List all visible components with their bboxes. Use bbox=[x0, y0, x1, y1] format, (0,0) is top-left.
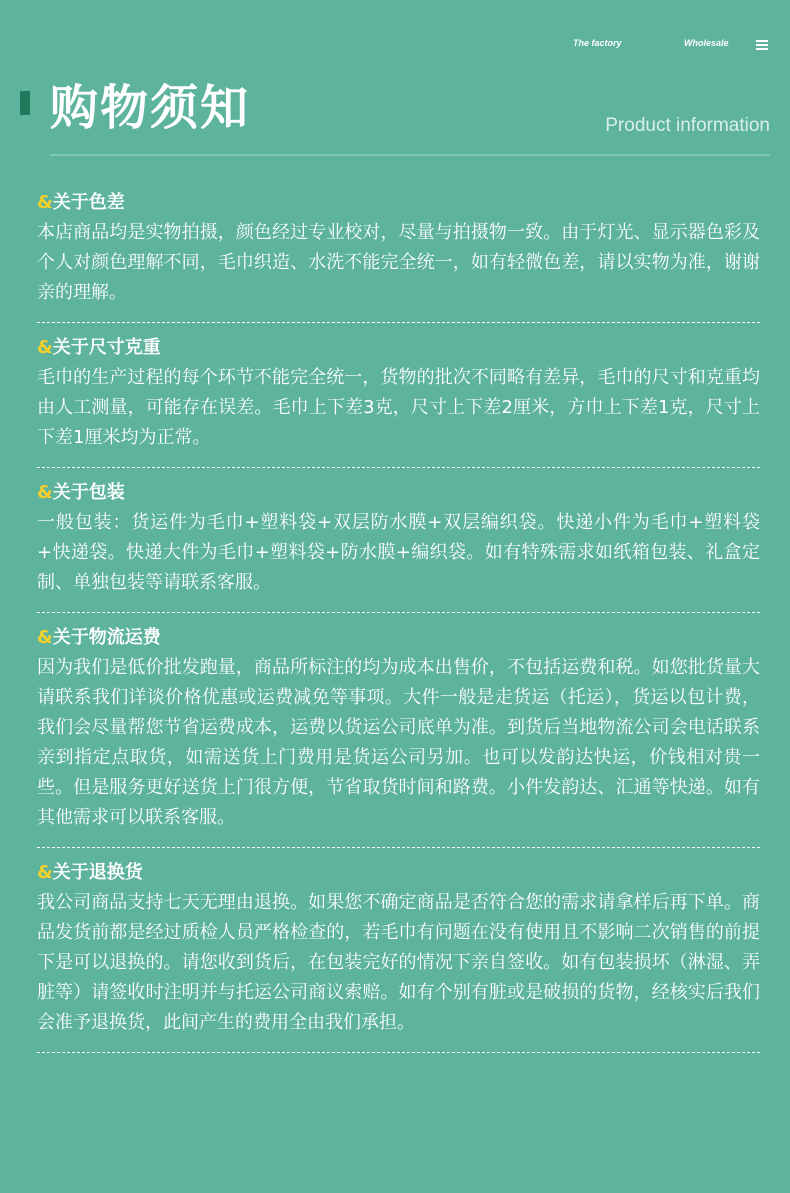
page-title: 购物须知 bbox=[50, 80, 251, 136]
section-body: 毛巾的生产过程的每个环节不能完全统一，货物的批次不同略有差异，毛巾的尺寸和克重均由人工测量，可能存在误差。毛巾上下差3克，尺寸上下差2厘米，方巾上下差1克，尺寸上下差1厘米均为正常。 bbox=[37, 367, 760, 448]
section-title bbox=[37, 860, 760, 886]
notice-content bbox=[37, 190, 760, 1065]
section-size-weight bbox=[37, 335, 760, 468]
ampersand-marker: & bbox=[37, 482, 53, 503]
section-title bbox=[37, 190, 760, 216]
section-title-text: 关于退换货 bbox=[52, 862, 143, 883]
menu-icon[interactable] bbox=[756, 40, 768, 50]
section-title-text: 关于物流运费 bbox=[52, 627, 161, 648]
section-title-text: 关于色差 bbox=[52, 192, 125, 213]
ampersand-marker: & bbox=[37, 337, 53, 358]
section-body: 本店商品均是实物拍摄，颜色经过专业校对，尽量与拍摄物一致。由于灯光、显示器色彩及个人对颜色理解不同，毛巾织造、水洗不能完全统一，如有轻微色差，请以实物为准，谢谢亲的理解。 bbox=[37, 222, 760, 303]
section-body: 我公司商品支持七天无理由退换。如果您不确定商品是否符合您的需求请拿样后再下单。商品发货前都是经过质检人员严格检查的，若毛巾有问题在没有使用且不影响二次销售的前提下是可以退换的。请您收到货后，在包装完好的情况下亲自签收。如有包装损坏（淋湿、弄脏等）请签收时注明并与托运公司商议索赔。如有个别有脏或是破损的货物，经核实后我们会准予退换货，此间产生的费用全由我们承担。 bbox=[37, 892, 760, 1033]
section-color-difference bbox=[37, 190, 760, 323]
ampersand-marker: & bbox=[37, 192, 53, 213]
section-packaging bbox=[37, 480, 760, 613]
nav-link-factory[interactable]: The factory bbox=[573, 38, 622, 48]
ampersand-marker: & bbox=[37, 627, 53, 648]
top-nav bbox=[0, 38, 790, 54]
header-divider bbox=[50, 154, 770, 156]
section-title bbox=[37, 480, 760, 506]
title-accent-bar bbox=[20, 91, 30, 115]
section-returns bbox=[37, 860, 760, 1053]
section-shipping bbox=[37, 625, 760, 848]
section-title bbox=[37, 335, 760, 361]
section-body: 一般包装：货运件为毛巾+塑料袋+双层防水膜+双层编织袋。快递小件为毛巾+塑料袋+快递袋。快递大件为毛巾+塑料袋+防水膜+编织袋。如有特殊需求如纸箱包装、礼盒定制、单独包装等请联系客服。 bbox=[37, 512, 760, 593]
nav-link-wholesale[interactable]: Wholesale bbox=[684, 38, 729, 48]
page-subtitle: Product information bbox=[605, 115, 770, 136]
section-title-text: 关于尺寸克重 bbox=[52, 337, 161, 358]
ampersand-marker: & bbox=[37, 862, 53, 883]
section-title-text: 关于包装 bbox=[52, 482, 125, 503]
section-body: 因为我们是低价批发跑量，商品所标注的均为成本出售价，不包括运费和税。如您批货量大请联系我们详谈价格优惠或运费减免等事项。大件一般是走货运（托运），货运以包计费，我们会尽量帮您节省运费成本，运费以货运公司底单为准。到货后当地物流公司会电话联系亲到指定点取货，如需送货上门费用是货运公司另加。也可以发韵达快运，价钱相对贵一些。但是服务更好送货上门很方便，节省取货时间和路费。小件发韵达、汇通等快递。如有其他需求可以联系客服。 bbox=[37, 657, 760, 828]
section-title bbox=[37, 625, 760, 651]
